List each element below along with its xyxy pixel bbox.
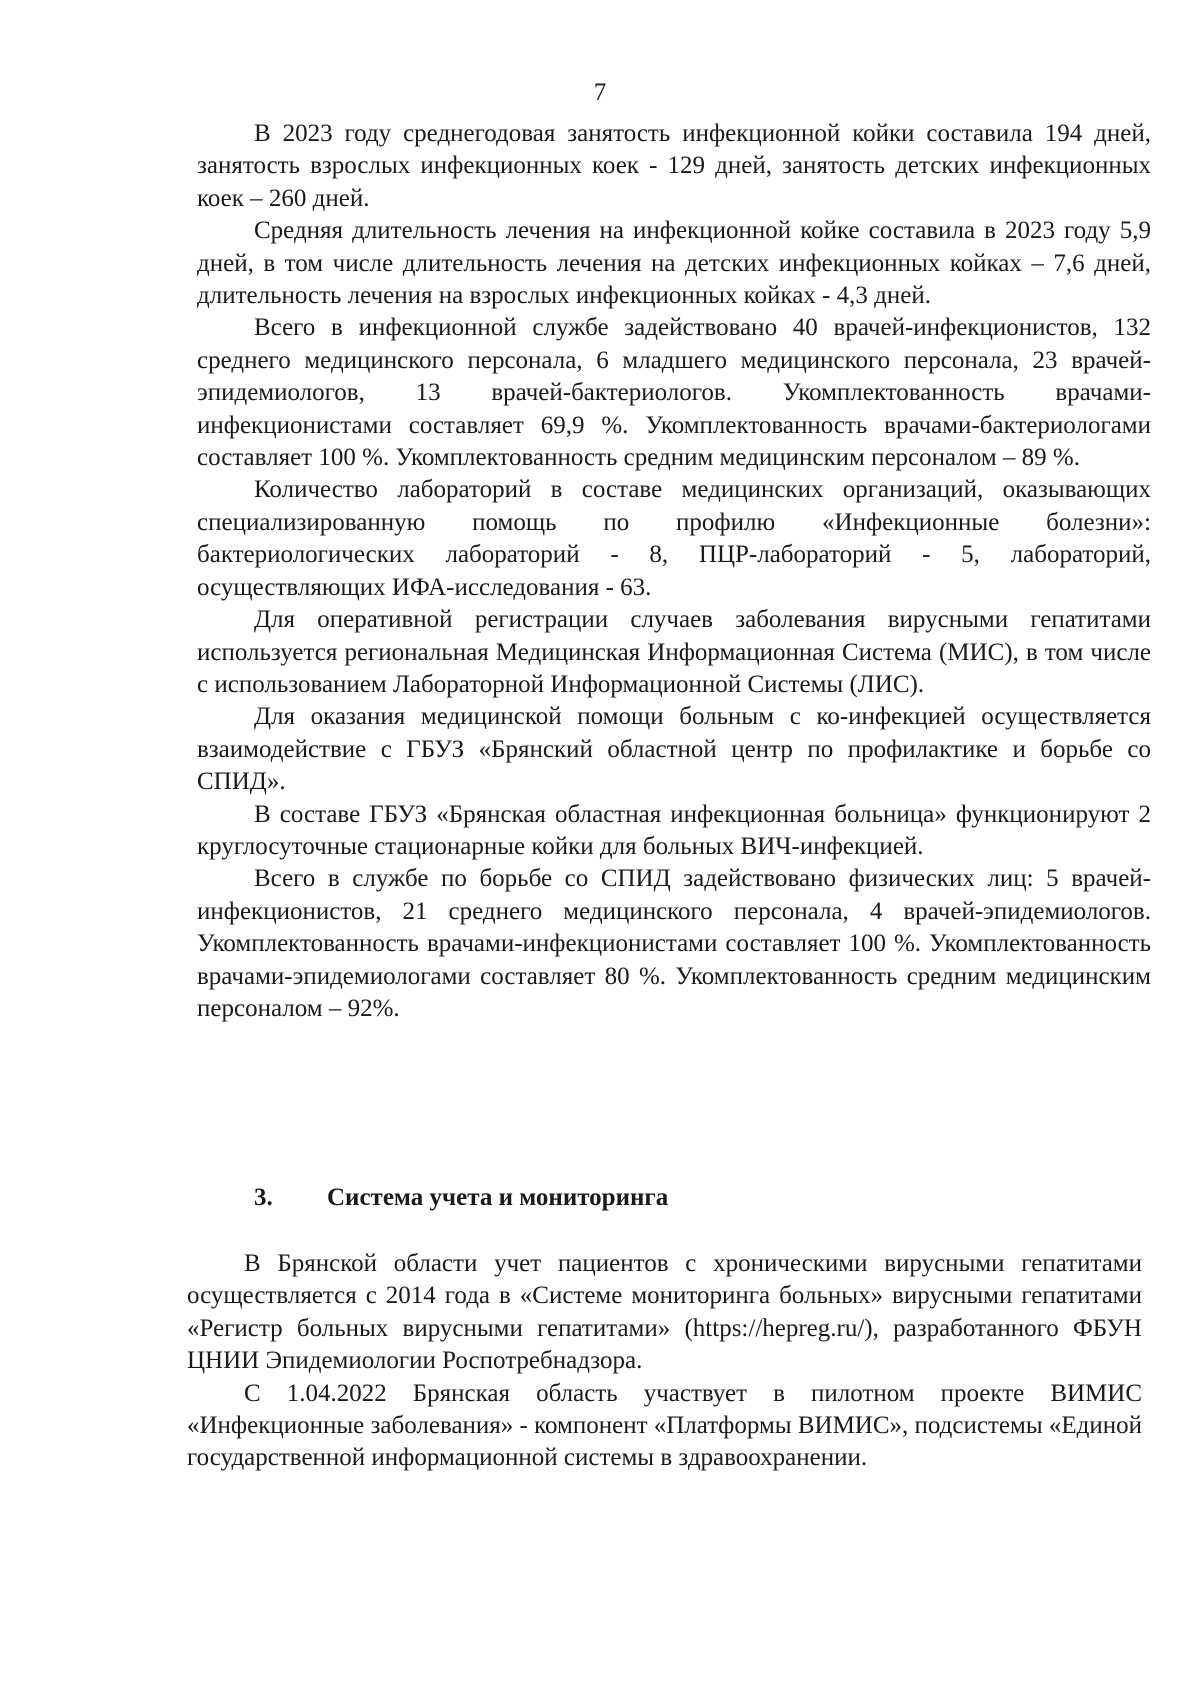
body-text-bottom <box>187 1248 1142 1475</box>
paragraph-infectious-staff: Всего в инфекционной службе задействовано 40 врачей-инфекционистов, 132 среднего медицинского персонала, 6 младшего медицинского персонала, 23 врачей-эпидемиологов, 13 врачей-бактериологов. Укомплектованность врачами-инфекционистами составляет 69,9 %. Укомплектованность врачами-бактериологами составляет 100 %. Укомплектованность средним медицинским персоналом – 89 %. <box>197 314 1151 472</box>
paragraph-vimis-pilot: С 1.04.2022 Брянская область участвует в пилотном проекте ВИМИС «Инфекционные заболевания» - компонент «Платформы ВИМИС», подсистемы «Единой государственной информационной системы в здравоохранении. <box>187 1379 1142 1472</box>
paragraph-aids-staff: Всего в службе по борьбе со СПИД задействовано физических лиц: 5 врачей-инфекционистов, 21 среднего медицинского персонала, 4 врачей-эпидемиологов. Укомплектованность врачами-инфекционистами составляет 100 %. Укомплектованность врачами-эпидемиологами составляет 80 %. Укомплектованность средним медицинским персоналом – 92%. <box>197 865 1151 1022</box>
paragraph-registration-system: Для оперативной регистрации случаев заболевания вирусными гепатитами используется региональная Медицинская Информационная Система (МИС), в том числе с использованием Лабораторной Информационной Системы (ЛИС). <box>197 606 1151 698</box>
paragraph-treatment-duration: Средняя длительность лечения на инфекционной койке составила в 2023 году 5,9 дней, в том числе длительность лечения на детских инфекционных койках – 7,6 дней, длительность лечения на взрослых инфекционных койках - 4,3 дней. <box>197 217 1151 310</box>
paragraph-laboratories: Количество лабораторий в составе медицинских организаций, оказывающих специализированную помощь по профилю «Инфекционные болезни»: бактериологических лабораторий - 8, ПЦР-лабораторий - 5, лабораторий, осуществляющих ИФА-исследования - 63. <box>197 476 1151 601</box>
paragraph-hiv-beds: В составе ГБУЗ «Брянская областная инфекционная больница» функционируют 2 круглосуточные стационарные койки для больных ВИЧ-инфекцией. <box>197 800 1151 860</box>
paragraph-hepatitis-registry: В Брянской области учет пациентов с хроническими вирусными гепатитами осуществляется с 2014 года в «Системе мониторинга больных» вирусными гепатитами «Регистр больных вирусными гепатитами» (https://hepreg.ru/), разработанного ФБУН ЦНИИ Эпидемиологии Роспотребнадзора. <box>187 1250 1142 1375</box>
paragraph-bed-occupancy: В 2023 году среднегодовая занятость инфекционной койки составила 194 дней, занятость взрослых инфекционных коек - 129 дней, занятость детских инфекционных коек – 260 дней. <box>197 120 1151 212</box>
section-number: 3. <box>254 1184 273 1211</box>
body-text-top <box>197 118 1151 1025</box>
paragraph-coinfection: Для оказания медицинской помощи больным с ко-инфекцией осуществляется взаимодействие с ГБУЗ «Брянский областной центр по профилактике и борьбе со СПИД». <box>197 703 1151 796</box>
section-title: Система учета и мониторинга <box>327 1184 669 1211</box>
section-heading <box>254 1182 668 1214</box>
page-number: 7 <box>593 79 607 106</box>
